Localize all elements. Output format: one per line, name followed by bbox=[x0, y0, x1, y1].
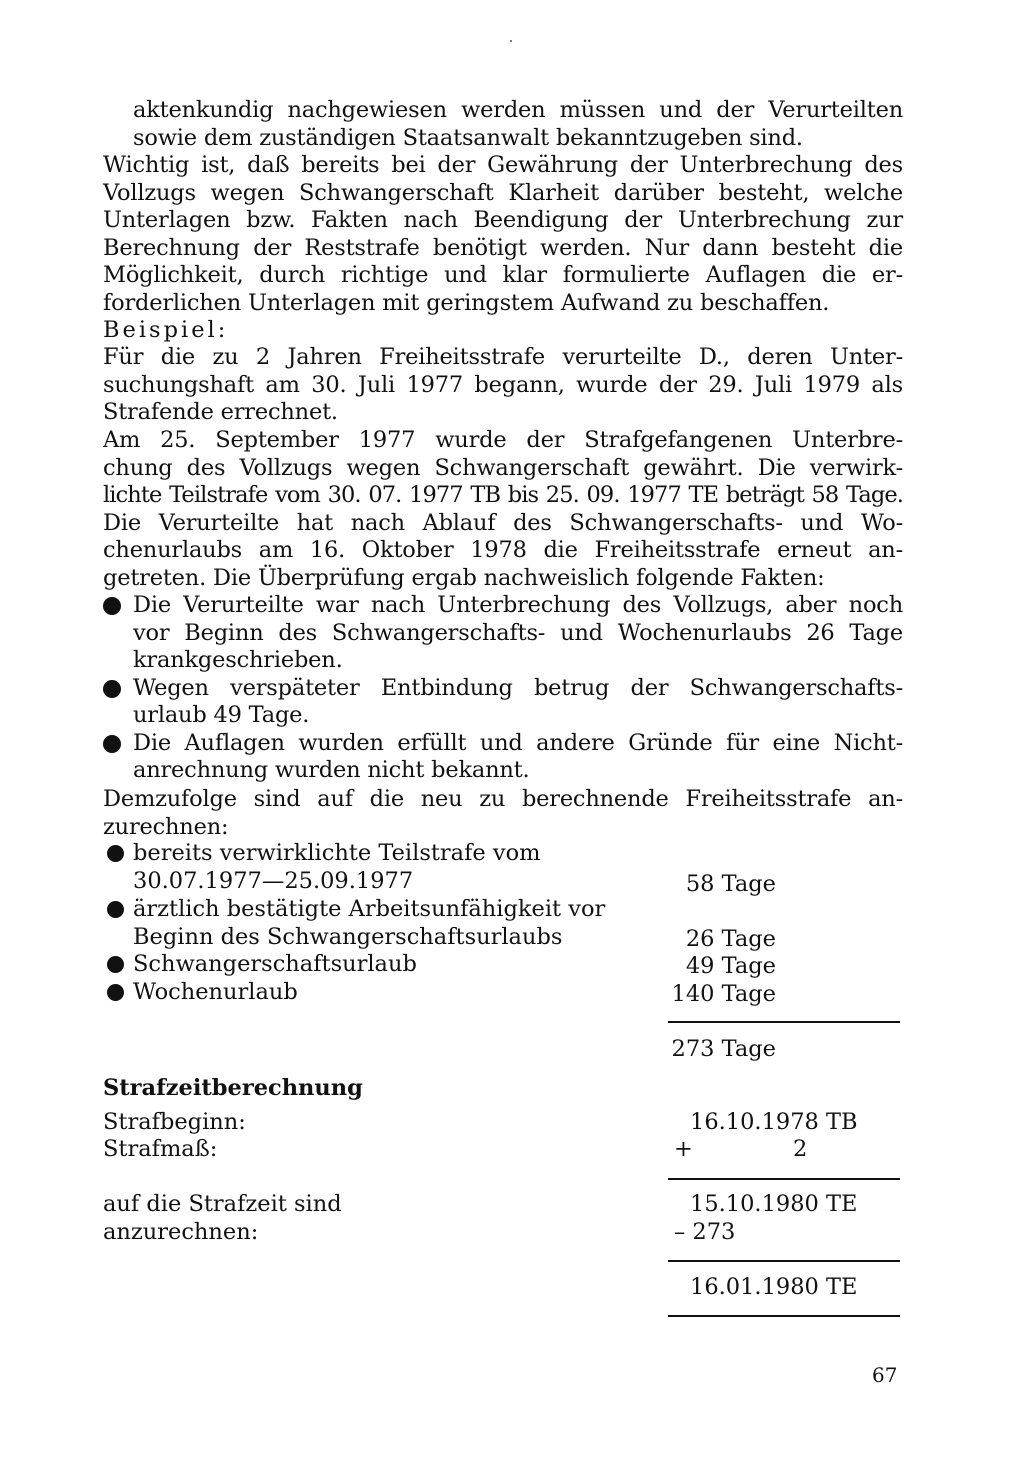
credit-label: Beginn des Schwangerschaftsurlaubs bbox=[133, 924, 563, 950]
bullet-icon bbox=[107, 984, 124, 1001]
text-line: chung des Vollzugs wegen Schwangerschaft gewährt. Die verwirk- bbox=[103, 454, 903, 481]
credit-amount: 49 Tage bbox=[685, 953, 776, 979]
text-line: Demzufolge sind auf die neu zu berechnende Freiheitsstrafe an- bbox=[103, 786, 903, 812]
text-line: Unterlagen bzw. Fakten nach Beendigung der Unterbrechung zur bbox=[103, 207, 903, 233]
calc-label: Strafbeginn: bbox=[103, 1109, 246, 1135]
calc-result: 16.01.1980 TE bbox=[690, 1274, 858, 1300]
bullet-icon bbox=[103, 735, 121, 753]
calc-value: 15.10.1980 TE bbox=[690, 1191, 858, 1217]
sum-rule bbox=[668, 1178, 900, 1180]
result-rule bbox=[668, 1315, 900, 1317]
text-line: lichte Teilstrafe vom 30. 07. 1977 TB bis 25. 09. 1977 TE beträgt 58 Tage. bbox=[103, 482, 903, 508]
credit-label: bereits verwirklichte Teilstrafe vom bbox=[133, 840, 541, 866]
credit-total: 273 Tage bbox=[671, 1036, 776, 1062]
text-line: zurechnen: bbox=[103, 813, 229, 840]
facts-list bbox=[103, 592, 903, 785]
list-item bbox=[103, 730, 903, 785]
text-line: sowie dem zuständigen Staatsanwalt bekanntzugeben sind. bbox=[133, 124, 803, 151]
calc-label: Strafmaß: bbox=[103, 1136, 218, 1162]
text-line: Wichtig ist, daß bereits bei der Gewährung der Unterbrechung des bbox=[103, 152, 903, 178]
calc-label: auf die Strafzeit sind bbox=[103, 1191, 342, 1217]
text-line: chenurlaubs am 16. Oktober 1978 die Freiheitsstrafe erneut an- bbox=[103, 537, 903, 563]
text-line: Die Verurteilte hat nach Ablauf des Schwangerschafts- und Wo- bbox=[103, 509, 903, 536]
text-line: Die Verurteilte war nach Unterbrechung des Vollzugs, aber noch bbox=[133, 592, 903, 618]
text-line: Möglichkeit, durch richtige und klar formulierte Auflagen die er- bbox=[103, 262, 903, 288]
bullet-icon bbox=[107, 956, 124, 973]
text-line: Vollzugs wegen Schwangerschaft Klarheit darüber besteht, welche bbox=[103, 179, 903, 206]
example-label bbox=[103, 317, 903, 345]
text-line: forderlichen Unterlagen mit geringstem Aufwand zu beschaffen. bbox=[103, 289, 830, 316]
text-line: suchungshaft am 30. Juli 1977 begann, wurde der 29. Juli 1979 als bbox=[103, 371, 903, 398]
text-line: aktenkundig nachgewiesen werden müssen und der Verurteilten bbox=[133, 97, 903, 123]
text-line: urlaub 49 Tage. bbox=[133, 702, 310, 728]
credit-label: Wochenurlaub bbox=[133, 979, 298, 1005]
credit-amount: 140 Tage bbox=[671, 981, 776, 1007]
text-line: krankgeschrieben. bbox=[133, 647, 343, 673]
paragraph-consequence bbox=[103, 786, 903, 841]
text-line: Für die zu 2 Jahren Freiheitsstrafe verurteilte D., deren Unter- bbox=[103, 344, 903, 370]
scan-speck bbox=[510, 40, 512, 42]
paragraph-example bbox=[103, 344, 903, 427]
calc-value: – 273 bbox=[674, 1219, 736, 1245]
text-line: Am 25. September 1977 wurde der Strafgefangenen Unterbre- bbox=[103, 427, 903, 453]
list-item bbox=[103, 592, 903, 675]
bullet-icon bbox=[107, 901, 124, 918]
credit-amount: 26 Tage bbox=[685, 926, 776, 952]
section-heading: Strafzeitberechnung bbox=[103, 1075, 363, 1101]
calc-value: 2 bbox=[793, 1136, 808, 1162]
calc-label: anzurechnen: bbox=[103, 1219, 259, 1245]
bullet-icon bbox=[103, 597, 121, 615]
text-line: Wegen verspäteter Entbindung betrug der Schwangerschafts- bbox=[133, 674, 903, 701]
credit-label: Schwangerschaftsurlaub bbox=[133, 951, 417, 977]
sum-rule bbox=[668, 1021, 900, 1023]
text-line: getreten. Die Überprüfung ergab nachweislich folgende Fakten: bbox=[103, 564, 825, 591]
paragraph-importance bbox=[103, 152, 903, 317]
sum-rule bbox=[668, 1260, 900, 1262]
page-number: 67 bbox=[872, 1363, 898, 1387]
example-heading: Beispiel: bbox=[103, 317, 229, 343]
calc-value: 16.10.1978 TB bbox=[690, 1109, 858, 1135]
credit-amount: 58 Tage bbox=[685, 871, 776, 897]
credit-label: ärztlich bestätigte Arbeitsunfähigkeit vor bbox=[133, 896, 606, 922]
calc-sign: + bbox=[674, 1136, 693, 1162]
list-item bbox=[103, 675, 903, 730]
credit-label: 30.07.1977—25.09.1977 bbox=[133, 868, 414, 894]
text-line: anrechnung wurden nicht bekannt. bbox=[133, 757, 530, 783]
text-line: Berechnung der Reststrafe benötigt werden. Nur dann besteht die bbox=[103, 234, 903, 261]
text-line: Strafende errechnet. bbox=[103, 399, 338, 425]
text-line: vor Beginn des Schwangerschafts- und Wochenurlaubs 26 Tage bbox=[133, 619, 903, 646]
bullet-icon bbox=[107, 845, 124, 862]
bullet-icon bbox=[103, 680, 121, 698]
paragraph-interruption bbox=[103, 427, 903, 592]
paragraph-continuation bbox=[103, 97, 903, 152]
text-line: Die Auflagen wurden erfüllt und andere Gründe für eine Nicht- bbox=[133, 729, 903, 756]
